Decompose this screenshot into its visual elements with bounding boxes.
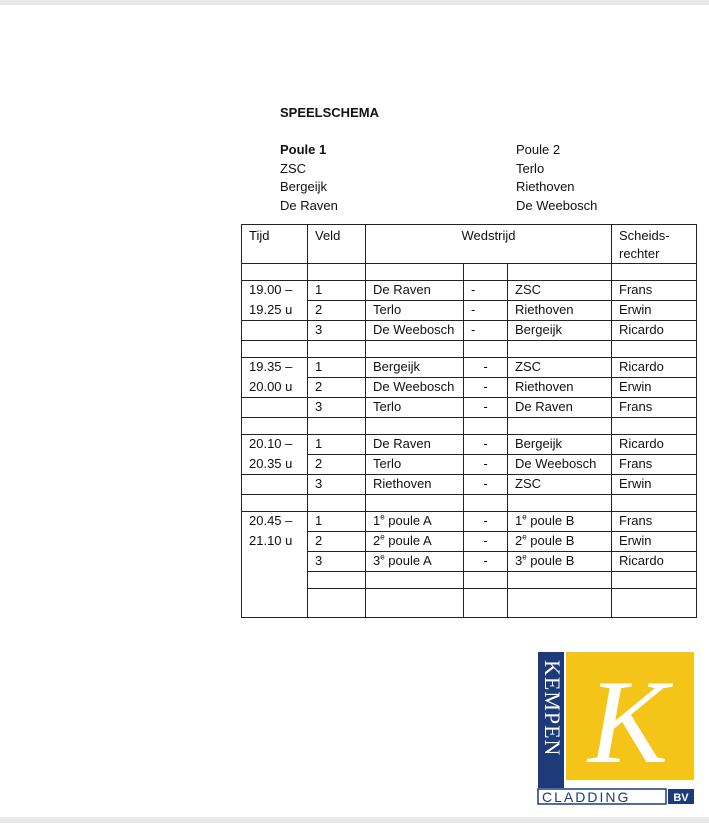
table-row — [242, 378, 697, 398]
referee-cell: Frans — [612, 281, 697, 301]
referee-cell: Ricardo — [612, 435, 697, 455]
away-team-cell: 2e poule B — [508, 532, 612, 552]
spacer-row — [242, 418, 697, 435]
table-row — [242, 512, 697, 532]
header-tijd: Tijd — [242, 225, 308, 264]
referee-cell: Ricardo — [612, 552, 697, 572]
home-team-cell: De Weebosch — [366, 321, 464, 341]
time-cell: 19.00 – — [242, 281, 308, 301]
poule-1-team: Bergeijk — [280, 179, 327, 194]
poule-2-list — [516, 141, 597, 215]
table-row — [242, 532, 697, 552]
referee-cell: Erwin — [612, 532, 697, 552]
veld-cell: 3 — [308, 398, 366, 418]
separator-cell: - — [464, 552, 508, 572]
separator-cell: - — [464, 475, 508, 495]
poule-1-team: De Raven — [280, 197, 338, 213]
veld-cell: 2 — [308, 455, 366, 475]
away-team-cell: Bergeijk — [508, 435, 612, 455]
poule-2-heading: Poule 2 — [516, 142, 561, 157]
poule-2-team: Riethoven — [516, 179, 575, 194]
time-cell — [242, 475, 308, 495]
separator-cell: - — [464, 358, 508, 378]
separator-cell: - — [464, 378, 508, 398]
table-row — [242, 301, 697, 321]
referee-cell: Ricardo — [612, 321, 697, 341]
separator-cell: - — [464, 301, 508, 321]
poule-1-heading: Poule 1 — [280, 142, 327, 157]
away-team-cell: Riethoven — [508, 301, 612, 321]
away-team-cell: ZSC — [508, 281, 612, 301]
poule-1-team: ZSC — [280, 160, 306, 176]
home-team-cell: Terlo — [366, 455, 464, 475]
poule-1-list — [280, 141, 338, 215]
home-team-cell: Riethoven — [366, 475, 464, 495]
table-row — [242, 358, 697, 378]
header-scheidsrechter: Scheids- rechter — [612, 225, 697, 264]
table-row — [242, 398, 697, 418]
referee-cell: Ricardo — [612, 358, 697, 378]
away-team-cell: De Raven — [508, 398, 612, 418]
veld-cell: 1 — [308, 435, 366, 455]
veld-cell: 3 — [308, 475, 366, 495]
referee-cell: Erwin — [612, 378, 697, 398]
veld-cell: 1 — [308, 281, 366, 301]
header-veld: Veld — [308, 225, 366, 264]
time-cell: 21.10 u — [242, 532, 308, 552]
separator-cell: - — [464, 512, 508, 532]
spacer-row — [242, 495, 697, 512]
spacer-row — [242, 264, 697, 281]
blank-row — [242, 589, 697, 618]
time-cell: 19.35 – — [242, 358, 308, 378]
logo-vertical-text: KEMPEN — [540, 660, 565, 757]
away-team-cell: Riethoven — [508, 378, 612, 398]
home-team-cell: De Raven — [366, 435, 464, 455]
away-team-cell: ZSC — [508, 358, 612, 378]
header-wedstrijd: Wedstrijd — [366, 225, 612, 264]
spacer-row — [242, 572, 697, 589]
veld-cell: 2 — [308, 378, 366, 398]
logo-badge-text: BV — [673, 792, 689, 804]
referee-cell: Frans — [612, 512, 697, 532]
separator-cell: - — [464, 455, 508, 475]
separator-cell: - — [464, 532, 508, 552]
table-row — [242, 281, 697, 301]
veld-cell: 3 — [308, 552, 366, 572]
table-row — [242, 321, 697, 341]
referee-cell: Frans — [612, 398, 697, 418]
away-team-cell: ZSC — [508, 475, 612, 495]
home-team-cell: 2e poule A — [366, 532, 464, 552]
separator-cell: - — [464, 435, 508, 455]
time-cell: 20.45 – — [242, 512, 308, 532]
veld-cell: 1 — [308, 358, 366, 378]
separator-cell: - — [464, 281, 508, 301]
away-team-cell: 3e poule B — [508, 552, 612, 572]
logo-letter: K — [587, 655, 669, 788]
page-title: SPEELSCHEMA — [280, 105, 379, 120]
table-row — [242, 475, 697, 495]
home-team-cell: Terlo — [366, 398, 464, 418]
table-row — [242, 455, 697, 475]
kempen-cladding-logo — [536, 650, 696, 806]
spacer-row — [242, 341, 697, 358]
time-cell — [242, 398, 308, 418]
away-team-cell: De Weebosch — [508, 455, 612, 475]
home-team-cell: 3e poule A — [366, 552, 464, 572]
separator-cell: - — [464, 321, 508, 341]
table-row — [242, 435, 697, 455]
away-team-cell: 1e poule B — [508, 512, 612, 532]
away-team-cell: Bergeijk — [508, 321, 612, 341]
home-team-cell: De Raven — [366, 281, 464, 301]
veld-cell: 2 — [308, 301, 366, 321]
time-cell: 20.35 u — [242, 455, 308, 475]
poule-2-team: De Weebosch — [516, 197, 598, 213]
time-cell: 20.00 u — [242, 378, 308, 398]
schedule-table — [241, 224, 697, 618]
home-team-cell: Terlo — [366, 301, 464, 321]
poule-2-team: Terlo — [516, 160, 545, 176]
time-cell — [242, 321, 308, 341]
veld-cell: 2 — [308, 532, 366, 552]
time-cell: 19.25 u — [242, 301, 308, 321]
time-cell: 20.10 – — [242, 435, 308, 455]
veld-cell: 3 — [308, 321, 366, 341]
logo-bottom-text: CLADDING — [542, 789, 631, 805]
table-row — [242, 552, 697, 572]
veld-cell: 1 — [308, 512, 366, 532]
home-team-cell: 1e poule A — [366, 512, 464, 532]
referee-cell: Erwin — [612, 301, 697, 321]
home-team-cell: Bergeijk — [366, 358, 464, 378]
home-team-cell: De Weebosch — [366, 378, 464, 398]
referee-cell: Erwin — [612, 475, 697, 495]
table-header-row — [242, 225, 697, 264]
referee-cell: Frans — [612, 455, 697, 475]
separator-cell: - — [464, 398, 508, 418]
time-cell — [242, 552, 308, 572]
